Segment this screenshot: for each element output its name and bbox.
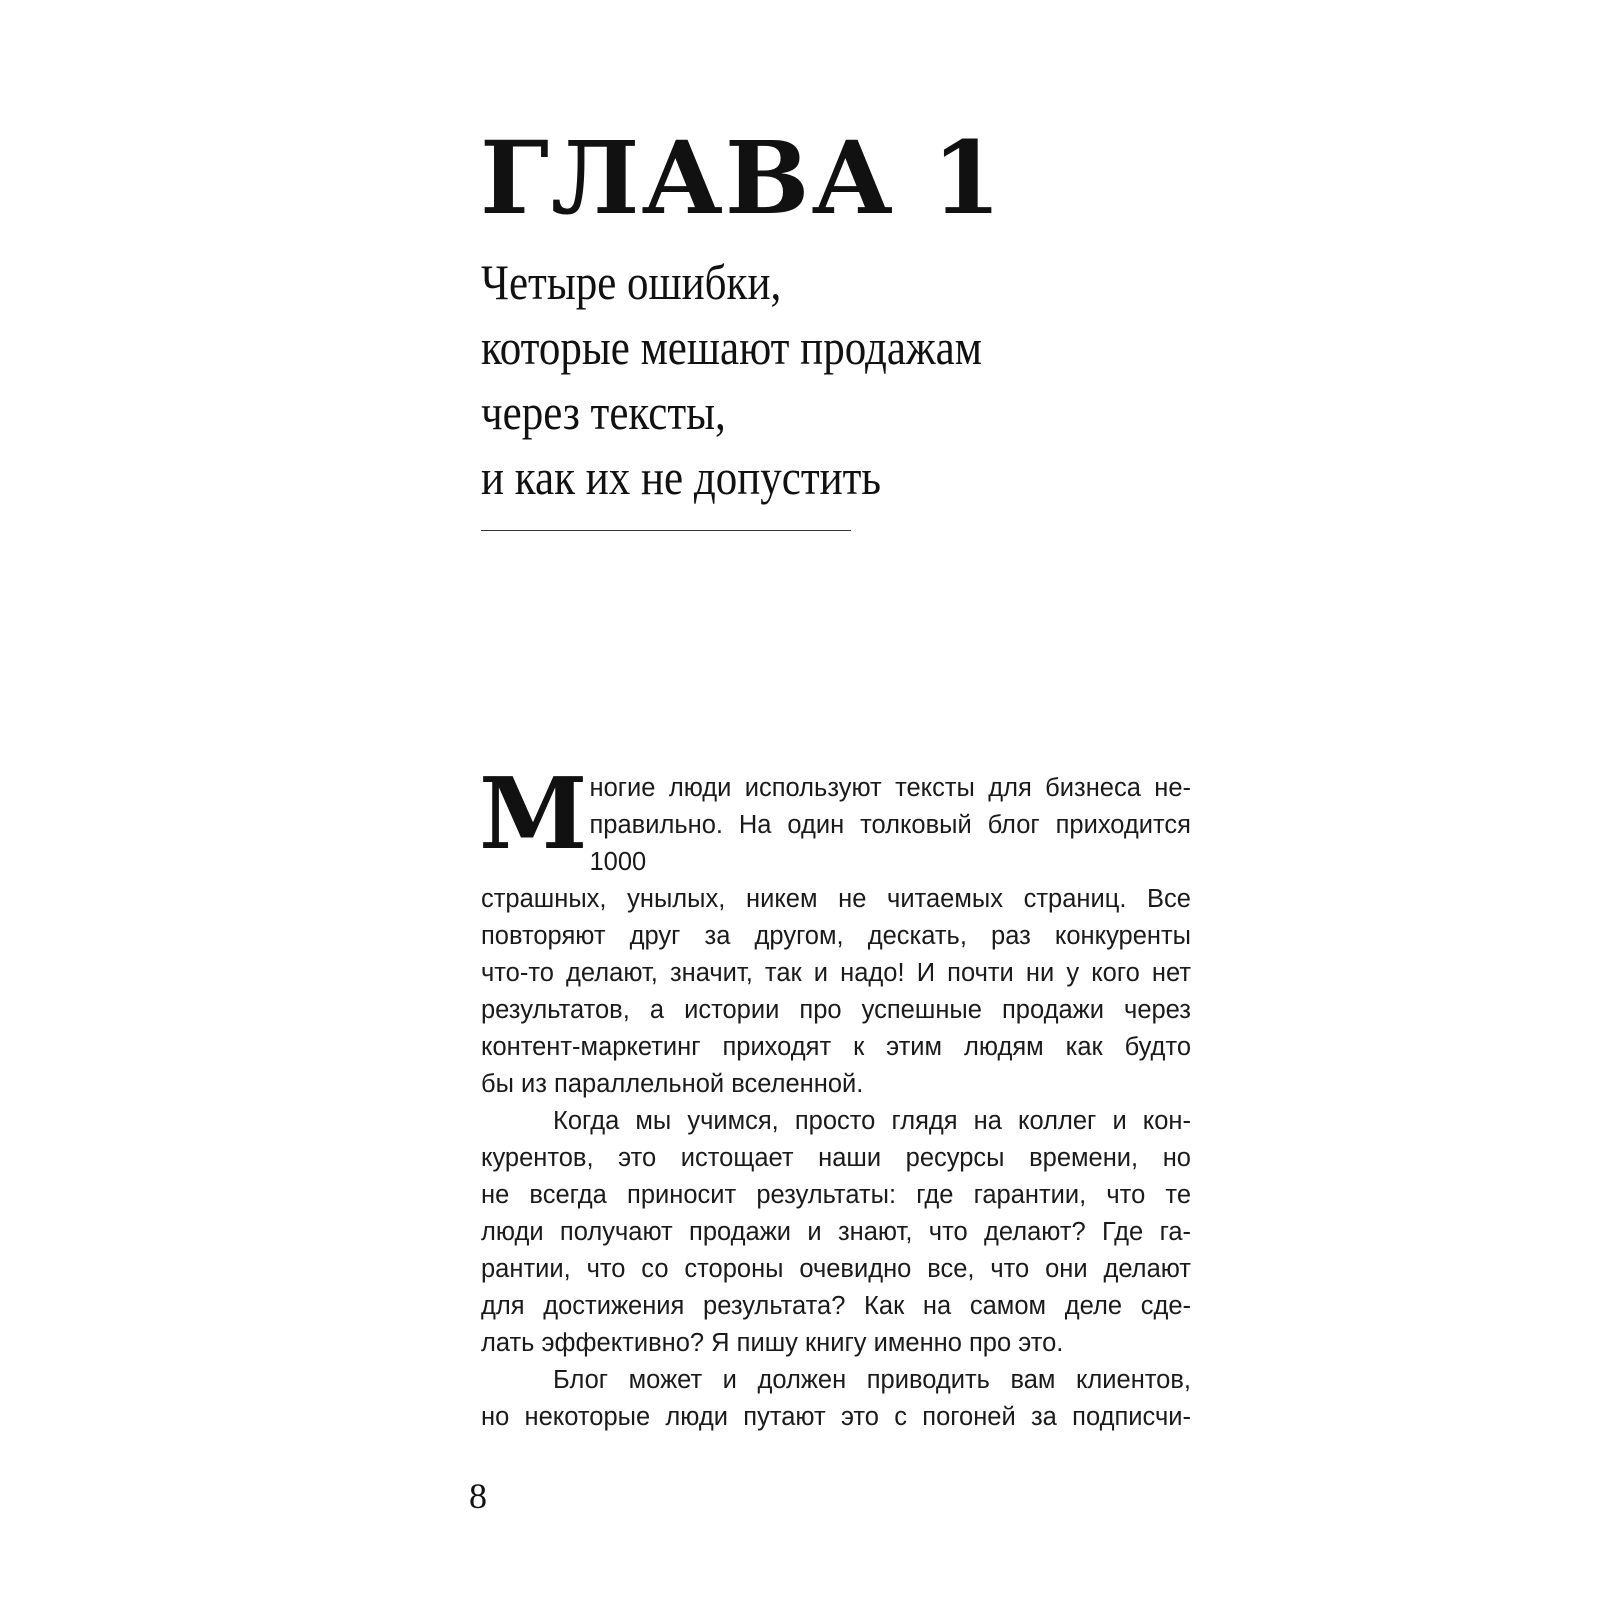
body-text xyxy=(479,757,1191,1436)
chapter-title xyxy=(481,250,982,510)
paragraph-line: что-то делают, значит, так и надо! И почти ни у кого нет xyxy=(481,959,1191,987)
chapter-title-line: которые мешают продажам xyxy=(481,319,982,375)
paragraph-line: контент-маркетинг приходят к этим людям как будто xyxy=(481,1033,1191,1061)
chapter-title-line: через тексты, xyxy=(481,384,726,440)
chapter-label: ГЛАВА 1 xyxy=(480,119,1004,237)
paragraph-line: повторяют друг за другом, дескать, раз конкуренты xyxy=(481,922,1191,950)
paragraph-line: курентов, это истощает наши ресурсы времени, но xyxy=(481,1144,1191,1172)
paragraph-line: правильно. На один толковый блог приходится 1000 xyxy=(589,811,1191,876)
paragraph-line: Блог может и должен приводить вам клиентов, xyxy=(553,1366,1191,1394)
paragraph-line: люди получают продажи и знают, что делают? Где га- xyxy=(481,1218,1191,1246)
paragraph-line: бы из параллельной вселенной. xyxy=(481,1070,864,1098)
paragraph-line: не всегда приносит результаты: где гарантии, что те xyxy=(481,1181,1191,1209)
chapter-title-line: и как их не допустить xyxy=(481,449,882,505)
paragraph-line: ногие люди используют тексты для бизнеса не- xyxy=(589,774,1191,802)
chapter-title-line: Четыре ошибки, xyxy=(481,254,782,310)
paragraph-line: Когда мы учимся, просто глядя на коллег и кон- xyxy=(553,1107,1191,1135)
drop-cap: М xyxy=(479,757,588,872)
paragraph-line: но некоторые люди путают это с погоней за подписчи- xyxy=(481,1403,1191,1431)
paragraph-line: лать эффективно? Я пишу книгу именно про это. xyxy=(481,1329,1064,1357)
title-divider xyxy=(481,530,851,531)
paragraph-line: результатов, а истории про успешные продажи через xyxy=(481,996,1191,1024)
paragraph-line: страшных, унылых, никем не читаемых страниц. Все xyxy=(481,885,1191,913)
paragraph-line: рантии, что со стороны очевидно все, что они делают xyxy=(481,1255,1191,1283)
paragraph-line: для достижения результата? Как на самом деле сде- xyxy=(481,1292,1191,1320)
page-number: 8 xyxy=(469,1476,487,1516)
